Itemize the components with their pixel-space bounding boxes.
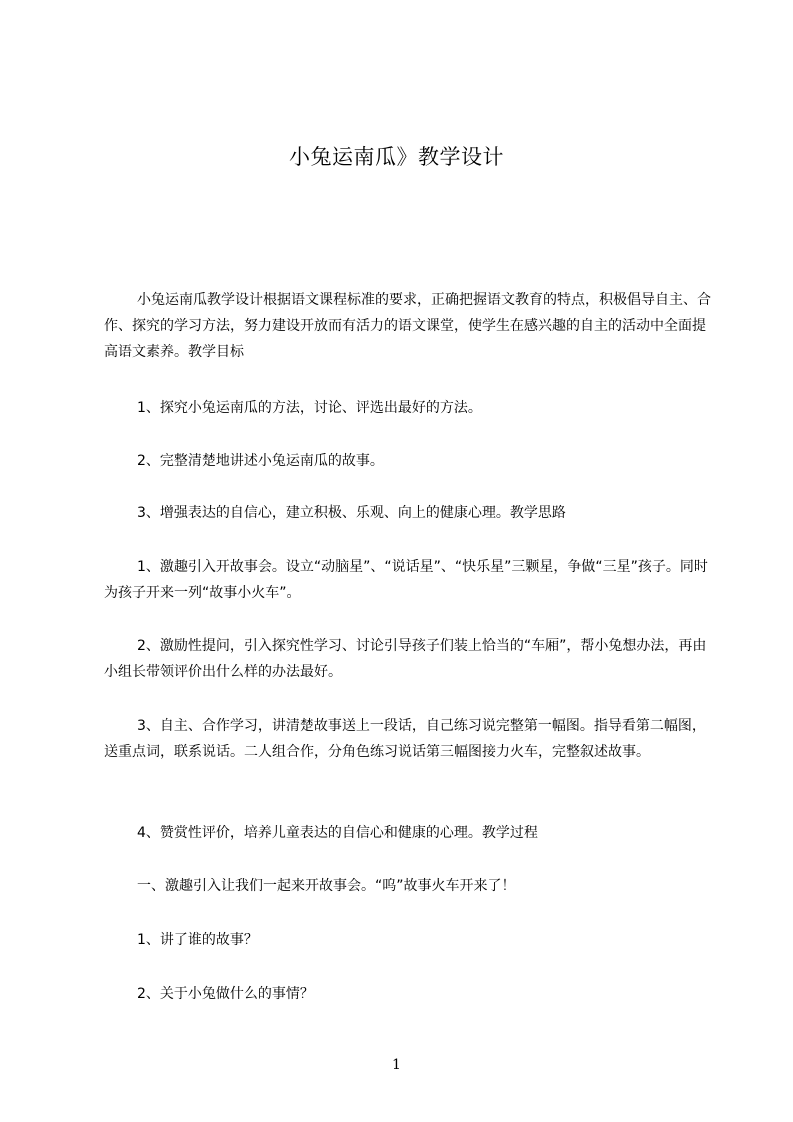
approach-item-3: 3、自主、合作学习，讲清楚故事送上一段话，自己练习说完整第一幅图。指导看第二幅图，送重点词，联系说话。二人组合作，分角色练习说话第三幅图接力火车，完整叙述故事。 xyxy=(104,718,706,760)
process-section-1: 一、激趣引入让我们一起来开故事会。“呜”故事火车开来了！ xyxy=(137,878,516,894)
approach-item-1: 1、激趣引入开故事会。设立“动脑星”、“说话星”、“快乐星”三颗星，争做“三星”孩子。同时为孩子开来一列“故事小火车”。 xyxy=(104,559,708,601)
process-question-1: 1、讲了谁的故事？ xyxy=(137,932,258,948)
goal-item-1: 1、探究小兔运南瓜的方法，讨论、评选出最好的方法。 xyxy=(137,400,482,416)
document-title: 小兔运南瓜》教学设计 xyxy=(289,145,504,169)
approach-item-4: 4、赞赏性评价，培养儿童表达的自信心和健康的心理。教学过程 xyxy=(137,825,538,841)
process-question-2: 2、关于小兔做什么的事情？ xyxy=(137,986,314,1002)
goal-item-2: 2、完整清楚地讲述小兔运南瓜的故事。 xyxy=(137,453,384,469)
goal-item-3: 3、增强表达的自信心，建立积极、乐观、向上的健康心理。教学思路 xyxy=(137,505,566,521)
approach-item-2: 2、激励性提问，引入探究性学习、讨论引导孩子们装上恰当的“车厢”，帮小兔想办法，再由小组长带领评价出什么样的办法最好。 xyxy=(104,638,707,680)
intro-paragraph: 小兔运南瓜教学设计根据语文课程标准的要求，正确把握语文教育的特点，积极倡导自主、合作、探究的学习方法，努力建设开放而有活力的语文课堂，使学生在感兴趣的自主的活动中全面提高语文素养。教学目标 xyxy=(104,292,711,360)
page-number: 1 xyxy=(392,1057,401,1073)
